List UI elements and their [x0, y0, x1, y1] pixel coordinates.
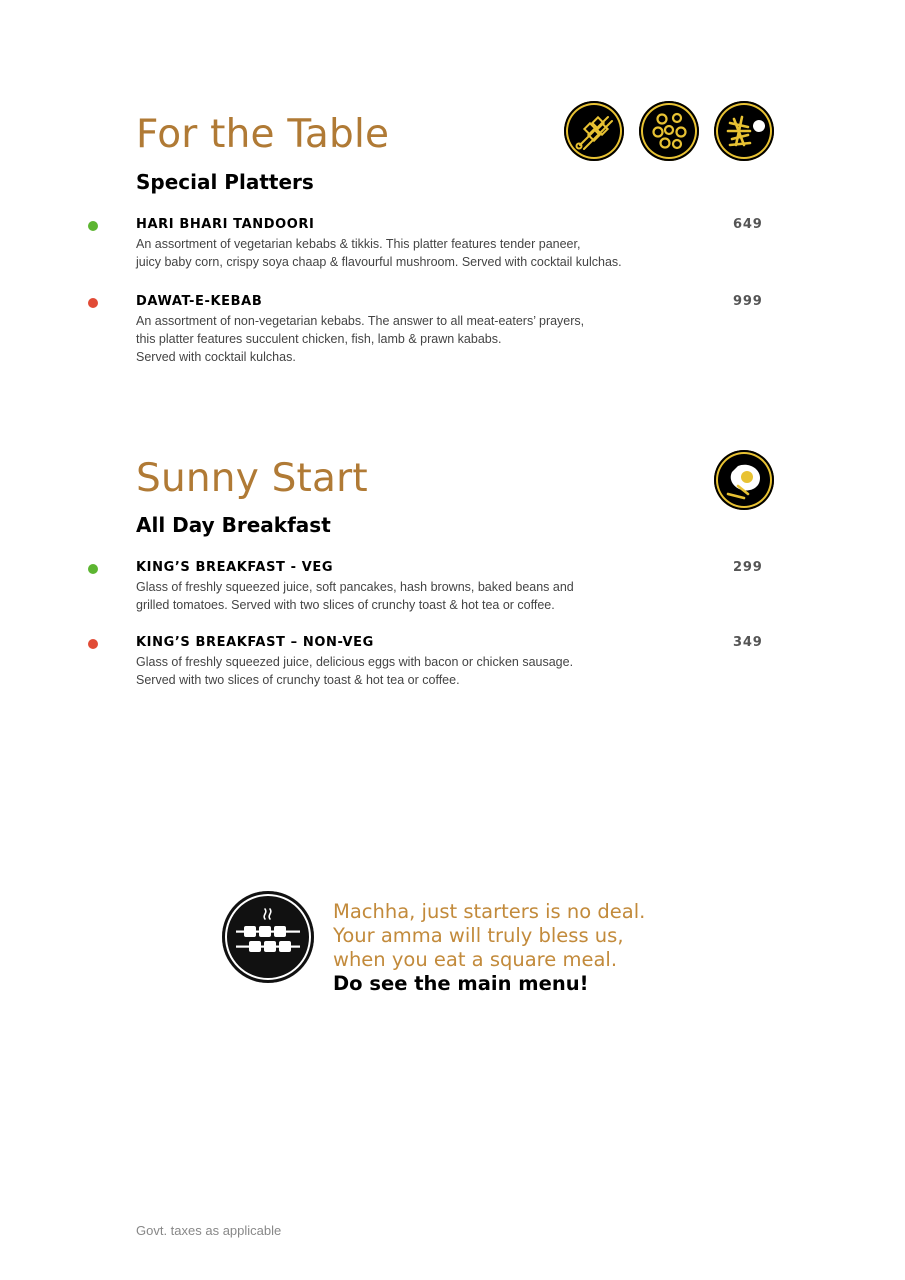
section-subtitle-special-platters: Special Platters	[136, 170, 314, 194]
item-description-line: this platter features succulent chicken, fish, lamb & prawn kababs.	[136, 332, 502, 346]
section-subtitle-all-day-breakfast: All Day Breakfast	[136, 513, 331, 537]
item-description-line: grilled tomatoes. Served with two slices of crunchy toast & hot tea or coffee.	[136, 598, 555, 612]
item-description-line: Served with two slices of crunchy toast & hot tea or coffee.	[136, 673, 460, 687]
item-description-line: Served with cocktail kulchas.	[136, 350, 296, 364]
item-price: 999	[733, 294, 763, 309]
item-price: 349	[733, 635, 763, 650]
section-title-for-the-table: For the Table	[136, 112, 390, 157]
item-name: KING’S BREAKFAST - VEG	[136, 560, 334, 575]
item-description-line: Glass of freshly squeezed juice, delicious eggs with bacon or chicken sausage.	[136, 655, 574, 669]
item-description-line: An assortment of non-vegetarian kebabs. The answer to all meat-eaters’ prayers,	[136, 314, 585, 328]
item-description	[136, 653, 656, 689]
item-description	[136, 235, 656, 271]
promo-line: when you eat a square meal.	[333, 948, 618, 971]
item-price: 649	[733, 217, 763, 232]
fries-icon	[714, 101, 774, 161]
veg-indicator	[88, 564, 98, 574]
item-description	[136, 578, 656, 614]
veg-indicator	[88, 221, 98, 231]
item-description-line: An assortment of vegetarian kebabs & tikkis. This platter features tender paneer,	[136, 237, 581, 251]
section-title-sunny-start: Sunny Start	[136, 456, 368, 501]
promo-call-to-action: Do see the main menu!	[333, 972, 589, 995]
breakfast-egg-icon	[714, 450, 774, 510]
non-veg-indicator	[88, 639, 98, 649]
skewer-icon	[564, 101, 624, 161]
item-name: KING’S BREAKFAST – NON-VEG	[136, 635, 374, 650]
promo-message	[333, 900, 753, 996]
item-price: 299	[733, 560, 763, 575]
footer-tax-note: Govt. taxes as applicable	[136, 1223, 282, 1238]
item-description-line: Glass of freshly squeezed juice, soft pancakes, hash browns, baked beans and	[136, 580, 574, 594]
promo-line: Your amma will truly bless us,	[333, 924, 624, 947]
non-veg-indicator	[88, 298, 98, 308]
promo-line: Machha, just starters is no deal.	[333, 900, 646, 923]
kebab-skewers-icon	[222, 891, 314, 983]
item-description	[136, 312, 656, 366]
item-name: DAWAT-E-KEBAB	[136, 294, 263, 309]
tikki-platter-icon	[639, 101, 699, 161]
item-name: HARI BHARI TANDOORI	[136, 217, 315, 232]
item-description-line: juicy baby corn, crispy soya chaap & flavourful mushroom. Served with cocktail kulchas.	[136, 255, 622, 269]
